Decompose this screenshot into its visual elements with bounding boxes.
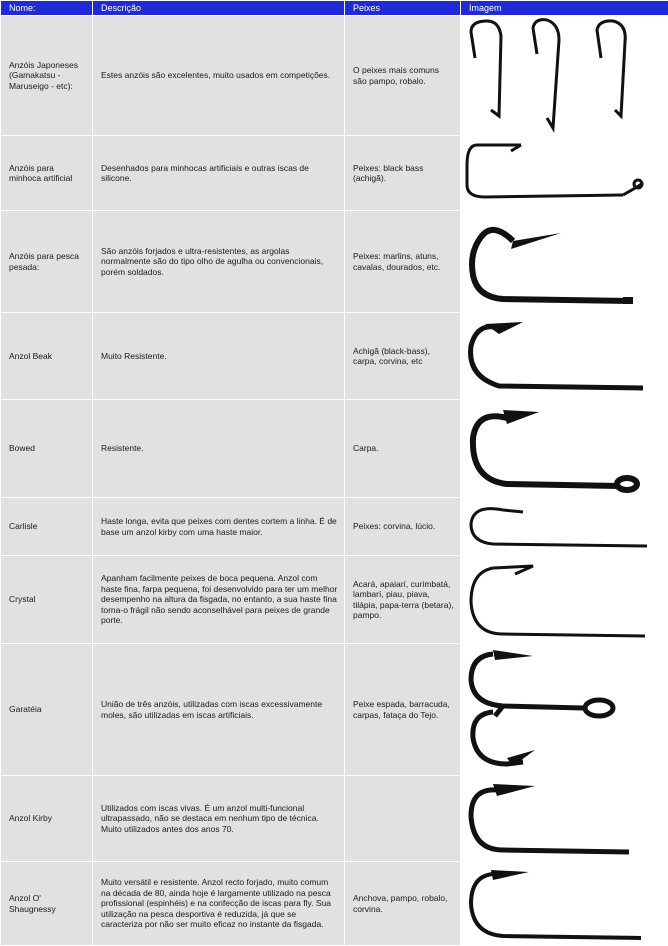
hook-fish: Acará, apaiarí, curimbatá, lambarí, piau, piava, tilápia, papa-terra (betara), pampo. <box>345 556 461 644</box>
oshaughnessy-hook-icon <box>463 864 667 944</box>
table-row <box>1 498 668 556</box>
hook-description: Resistente. <box>93 400 345 498</box>
hook-name: Anzol Kirby <box>1 776 93 862</box>
hook-name: Carlisle <box>1 498 93 556</box>
table-row <box>1 16 668 136</box>
hook-fish: Peixes: marlins, atuns, cavalas, dourados, etc. <box>345 211 461 313</box>
hook-name: Anzol O' Shaugnessy <box>1 862 93 946</box>
hook-fish: Achigã (black-bass), carpa, corvina, etc <box>345 313 461 400</box>
table-row <box>1 313 668 400</box>
hook-fish: Anchova, pampo, robalo, corvina. <box>345 862 461 946</box>
hook-description: Haste longa, evita que peixes com dentes cortem a linha. É de base um anzol kirby com uma haste maior. <box>93 498 345 556</box>
hook-description: Muito Resistente. <box>93 313 345 400</box>
hook-name: Garatéia <box>1 644 93 776</box>
hook-name: Anzóis para minhoca artificial <box>1 136 93 211</box>
beak-hook-icon <box>463 314 667 398</box>
worm-hook-icon <box>463 137 667 209</box>
carlisle-hook-icon <box>463 500 667 554</box>
header-image: Imagem <box>461 1 668 16</box>
hook-description: Muito versátil e resistente. Anzol recto forjado, muito comum na década de 80, ainda hoje é largamente utilizado na pesca profissional (espinhéis) e na confecção de iscas para fly. Sua utilização na pesca desportiva é reduzida, já que se caracteriza por não ser muito eficaz no instante da fisgada. <box>93 862 345 946</box>
table-row <box>1 556 668 644</box>
table-row <box>1 136 668 211</box>
header-description: Descrição <box>93 1 345 16</box>
hook-name: Anzóis para pesca pesada: <box>1 211 93 313</box>
hook-name: Anzol Beak <box>1 313 93 400</box>
hook-description: Apanham facilmente peixes de boca pequena. Anzol com haste fina, farpa pequena, foi desenvolvido para ter um melhor desempenho na altura da fisgada, no entanto, a sua haste fina torna-o frágil não sendo aconselhável para peixes de grande porte. <box>93 556 345 644</box>
hook-fish: Carpa. <box>345 400 461 498</box>
hook-fish: O peixes mais comuns são pampo, robalo. <box>345 16 461 136</box>
hook-fish: Peixes: black bass (achigã). <box>345 136 461 211</box>
heavy-hook-icon <box>463 213 667 311</box>
hook-description: Estes anzóis são excelentes, muito usados em competições. <box>93 16 345 136</box>
hook-name: Bowed <box>1 400 93 498</box>
three-japanese-hooks-icon <box>463 18 667 134</box>
table-row <box>1 644 668 776</box>
table-row <box>1 211 668 313</box>
header-name: Nome: <box>1 1 93 16</box>
treble-hook-icon <box>463 646 667 774</box>
table-row <box>1 862 668 946</box>
hook-description: Utilizados com iscas vivas. É um anzol multi-funcional ultrapassado, não se destaca em nenhum tipo de técnica. Muito utilizados antes dos anos 70. <box>93 776 345 862</box>
hook-fish: Peixes: corvina, lúcio. <box>345 498 461 556</box>
crystal-hook-icon <box>463 558 667 642</box>
table-row <box>1 776 668 862</box>
hook-name: Crystal <box>1 556 93 644</box>
hook-description: Desenhados para minhocas artificiais e outras iscas de silicone. <box>93 136 345 211</box>
hook-description: São anzóis forjados e ultra-resistentes, as argolas normalmente são do tipo olho de agulha ou convencionais, porém soldados. <box>93 211 345 313</box>
hook-fish <box>345 776 461 862</box>
header-fish: Peixes <box>345 1 461 16</box>
bowed-hook-icon <box>463 402 667 496</box>
hook-name: Anzóis Japoneses (Gamakatsu - Maruseigo - etc): <box>1 16 93 136</box>
hook-fish: Peixe espada, barracuda, carpas, fataça do Tejo. <box>345 644 461 776</box>
table-row <box>1 400 668 498</box>
hook-description: União de três anzóis, utilizadas com iscas excessivamente moles, são utilizadas em iscas artificiais. <box>93 644 345 776</box>
header-row <box>1 1 668 16</box>
kirby-hook-icon <box>463 778 667 860</box>
